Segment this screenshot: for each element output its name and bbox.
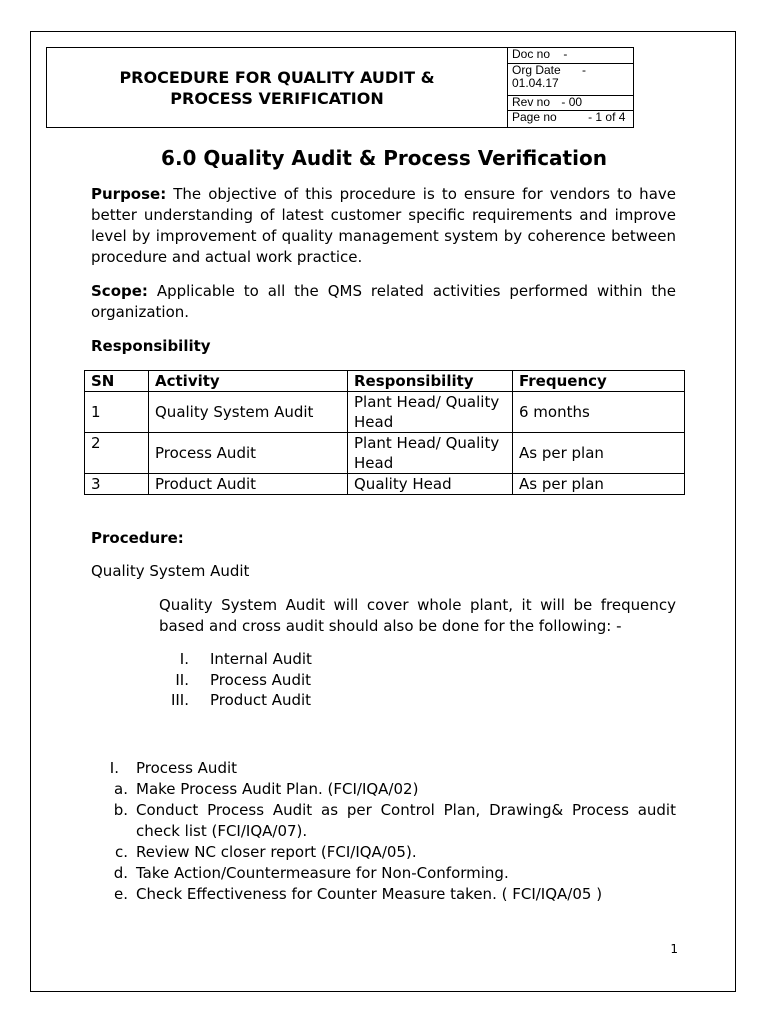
table-cell: 3 — [85, 474, 149, 495]
table-cell: Quality Head — [348, 474, 513, 495]
org-date-value: 01.04.17 — [512, 76, 559, 90]
table-header-cell: Frequency — [513, 371, 685, 392]
org-date-separator: - — [582, 63, 587, 77]
list-item-number: d. — [113, 864, 128, 882]
rev-no-label: Rev no — [512, 95, 551, 109]
table-header-cell: SN — [85, 371, 149, 392]
table-cell: As per plan — [513, 433, 685, 474]
document-header — [46, 47, 634, 128]
scope-text: Applicable to all the QMS related activities performed within the organization. — [91, 282, 676, 321]
scope-label: Scope: — [91, 282, 148, 300]
rev-no-value: - 00 — [561, 95, 583, 109]
list-item — [91, 800, 676, 842]
header-title-line-2: PROCESS VERIFICATION — [170, 88, 384, 108]
scope-paragraph — [91, 281, 676, 323]
procedure-heading: Procedure: — [91, 529, 184, 547]
table-header-row — [85, 371, 685, 392]
list-item-text: Process Audit — [136, 759, 238, 777]
list-item — [91, 758, 676, 779]
table-row — [85, 392, 685, 433]
table-header-cell: Responsibility — [348, 371, 513, 392]
list-item — [91, 863, 676, 884]
table-cell: Plant Head/ Quality Head — [348, 433, 513, 474]
list-item — [160, 670, 312, 691]
purpose-text: The objective of this procedure is to ensure for vendors to have better understanding of latest customer specific requirements and improve level by improvement of quality management system by coherence between procedure and actual work practice. — [91, 185, 676, 266]
page-no-row — [508, 111, 634, 127]
list-item-number: e. — [114, 885, 128, 903]
responsibility-heading: Responsibility — [91, 337, 211, 355]
list-item-number: I. — [109, 759, 119, 777]
process-audit-list — [91, 758, 676, 905]
list-item-text: Make Process Audit Plan. (FCI/IQA/02) — [136, 780, 419, 798]
list-item-number: III. — [170, 691, 189, 709]
purpose-label: Purpose: — [91, 185, 167, 203]
table-cell: Plant Head/ Quality Head — [348, 392, 513, 433]
org-date-row — [508, 64, 634, 96]
table-cell: Product Audit — [149, 474, 348, 495]
table-header-cell: Activity — [149, 371, 348, 392]
document-title: 6.0 Quality Audit & Process Verification — [161, 146, 607, 170]
responsibility-table — [84, 370, 685, 495]
page-no-label: Page no — [512, 110, 557, 124]
qsa-paragraph: Quality System Audit will cover whole plant, it will be frequency based and cross audit should also be done for the following: - — [159, 596, 676, 635]
list-item-text: Product Audit — [210, 691, 312, 709]
org-date-label: Org Date — [512, 63, 561, 77]
list-item-text: Review NC closer report (FCI/IQA/05). — [136, 843, 417, 861]
header-title — [47, 48, 507, 127]
table-row — [85, 433, 685, 474]
purpose-paragraph — [91, 184, 676, 268]
rev-no-row — [508, 96, 634, 111]
list-item-number: b. — [113, 801, 128, 819]
list-item — [91, 842, 676, 863]
table-cell: Quality System Audit — [149, 392, 348, 433]
list-item-text: Conduct Process Audit as per Control Plan, Drawing& Process audit check list (FCI/IQA/07). — [136, 801, 676, 840]
list-item-text: Process Audit — [210, 670, 312, 689]
table-cell: As per plan — [513, 474, 685, 495]
list-item-text: Internal Audit — [210, 650, 312, 668]
list-item — [160, 649, 312, 670]
qsa-heading: Quality System Audit — [91, 562, 250, 580]
table-row — [85, 474, 685, 495]
list-item-number: c. — [114, 843, 128, 861]
table-cell: 2 — [85, 433, 149, 474]
table-cell: 1 — [85, 392, 149, 433]
doc-no-row — [508, 48, 634, 64]
doc-no-label: Doc no — [512, 47, 551, 61]
header-meta-table — [507, 48, 634, 127]
list-item-number: a. — [114, 780, 128, 798]
doc-no-value: - — [563, 47, 568, 61]
table-cell: Process Audit — [149, 433, 348, 474]
list-item-text: Check Effectiveness for Counter Measure taken. ( FCI/IQA/05 ) — [136, 885, 603, 903]
list-item — [160, 690, 312, 711]
header-title-line-1: PROCEDURE FOR QUALITY AUDIT & — [119, 67, 435, 87]
page-number: 1 — [670, 942, 678, 956]
list-item-number: II. — [175, 670, 189, 689]
list-item-number: I. — [179, 650, 189, 668]
list-item-text: Take Action/Countermeasure for Non-Conforming. — [136, 864, 509, 882]
list-item — [91, 884, 676, 905]
table-cell: 6 months — [513, 392, 685, 433]
page-no-value: - 1 of 4 — [588, 110, 626, 124]
audit-types-list — [160, 649, 312, 711]
list-item — [91, 779, 676, 800]
